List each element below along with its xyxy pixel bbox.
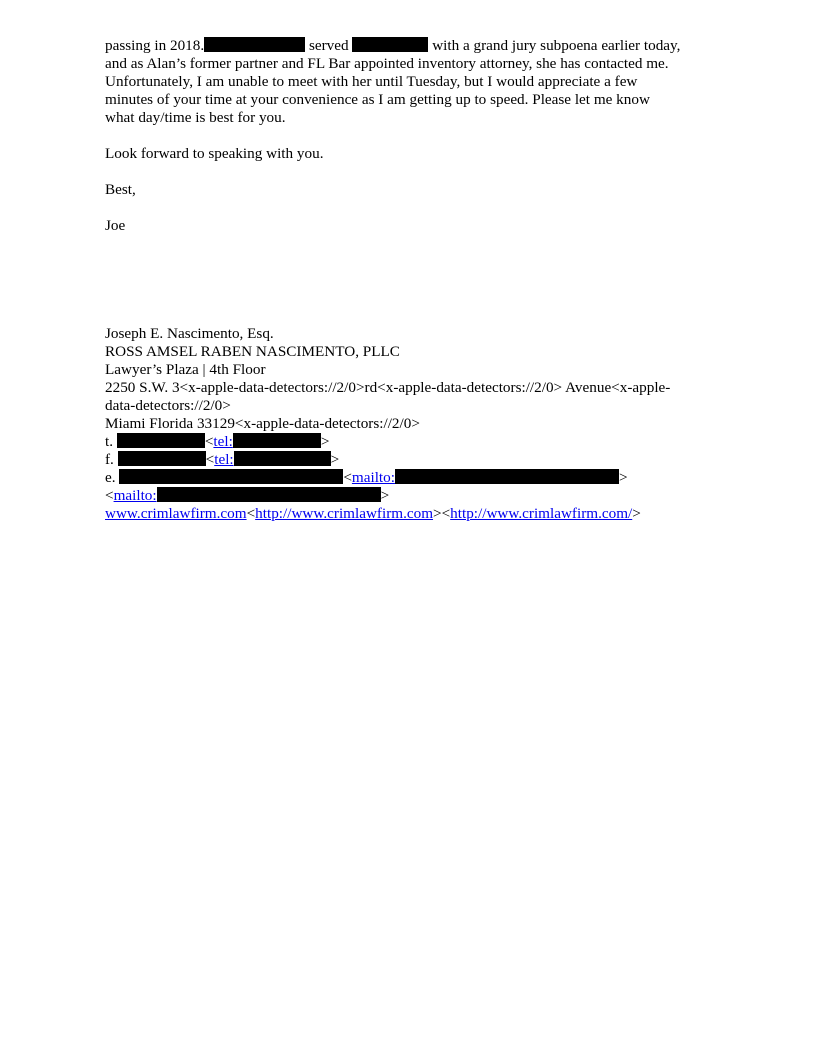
- redaction-box: [395, 469, 619, 484]
- body-paragraph-2: Look forward to speaking with you.: [105, 145, 324, 162]
- bracket: >: [330, 451, 340, 468]
- bracket: <: [246, 505, 256, 522]
- redaction-box: [119, 469, 343, 484]
- signature-phone: [105, 433, 715, 451]
- redaction-box: [157, 487, 381, 502]
- body-text: passing in 2018.: [105, 37, 205, 54]
- bracket: >: [380, 487, 390, 504]
- mailto-link[interactable]: mailto:: [114, 487, 381, 504]
- bracket-separator: ><: [433, 505, 451, 522]
- redaction-box: [118, 451, 206, 466]
- email-prefix: e.: [105, 469, 120, 486]
- closing: Best,: [105, 181, 136, 198]
- email-document: [105, 37, 715, 523]
- redaction-box: [234, 451, 331, 466]
- body-text: and as Alan’s former partner and FL Bar appointed inventory attorney, she has contacted me.: [105, 55, 669, 72]
- website-url-link[interactable]: http://www.crimlawfirm.com/: [450, 505, 633, 522]
- signature-office: Lawyer’s Plaza | 4th Floor: [105, 361, 266, 378]
- body-text: served: [305, 37, 353, 54]
- body-text: with a grand jury subpoena earlier today,: [428, 37, 681, 54]
- body-paragraph-1: [105, 37, 715, 127]
- sender-short-name: Joe: [105, 217, 126, 234]
- redaction-box: [204, 37, 305, 52]
- bracket: <: [105, 487, 114, 504]
- bracket: >: [632, 505, 641, 522]
- redaction-box: [117, 433, 205, 448]
- redaction-box: [352, 37, 428, 52]
- signature-name: Joseph E. Nascimento, Esq.: [105, 325, 274, 342]
- signature-fax: [105, 451, 715, 469]
- signature-address-line-1: 2250 S.W. 3<x-apple-data-detectors://2/0>rd<x-apple-data-detectors://2/0> Avenue<x-apple-: [105, 379, 671, 396]
- bracket: <: [205, 451, 215, 468]
- bracket: <: [343, 469, 352, 486]
- spacer: [105, 163, 715, 181]
- body-text: what day/time is best for you.: [105, 109, 286, 126]
- signature-email: [105, 469, 715, 487]
- tel-link[interactable]: tel:: [213, 433, 320, 450]
- bracket: <: [204, 433, 214, 450]
- signature-firm: ROSS AMSEL RABEN NASCIMENTO, PLLC: [105, 343, 400, 360]
- fax-prefix: f.: [105, 451, 118, 468]
- signature-email-continued: [105, 487, 715, 505]
- mailto-link[interactable]: mailto:: [352, 469, 619, 486]
- body-text: Unfortunately, I am unable to meet with her until Tuesday, but I would appreciate a few: [105, 73, 638, 90]
- email-signature: [105, 325, 715, 523]
- signature-address-line-2: data-detectors://2/0>: [105, 397, 231, 414]
- phone-prefix: t.: [105, 433, 117, 450]
- spacer: [105, 127, 715, 145]
- signature-address-line-3: Miami Florida 33129<x-apple-data-detectors://2/0>: [105, 415, 420, 432]
- body-text: minutes of your time at your convenience as I am getting up to speed. Please let me know: [105, 91, 650, 108]
- signature-website: [105, 505, 715, 523]
- bracket: >: [320, 433, 330, 450]
- redaction-box: [233, 433, 321, 448]
- spacer: [105, 235, 715, 325]
- website-url-link[interactable]: http://www.crimlawfirm.com: [255, 505, 434, 522]
- website-link[interactable]: www.crimlawfirm.com: [105, 505, 247, 522]
- tel-link[interactable]: tel:: [214, 451, 330, 468]
- bracket: >: [618, 469, 628, 486]
- spacer: [105, 199, 715, 217]
